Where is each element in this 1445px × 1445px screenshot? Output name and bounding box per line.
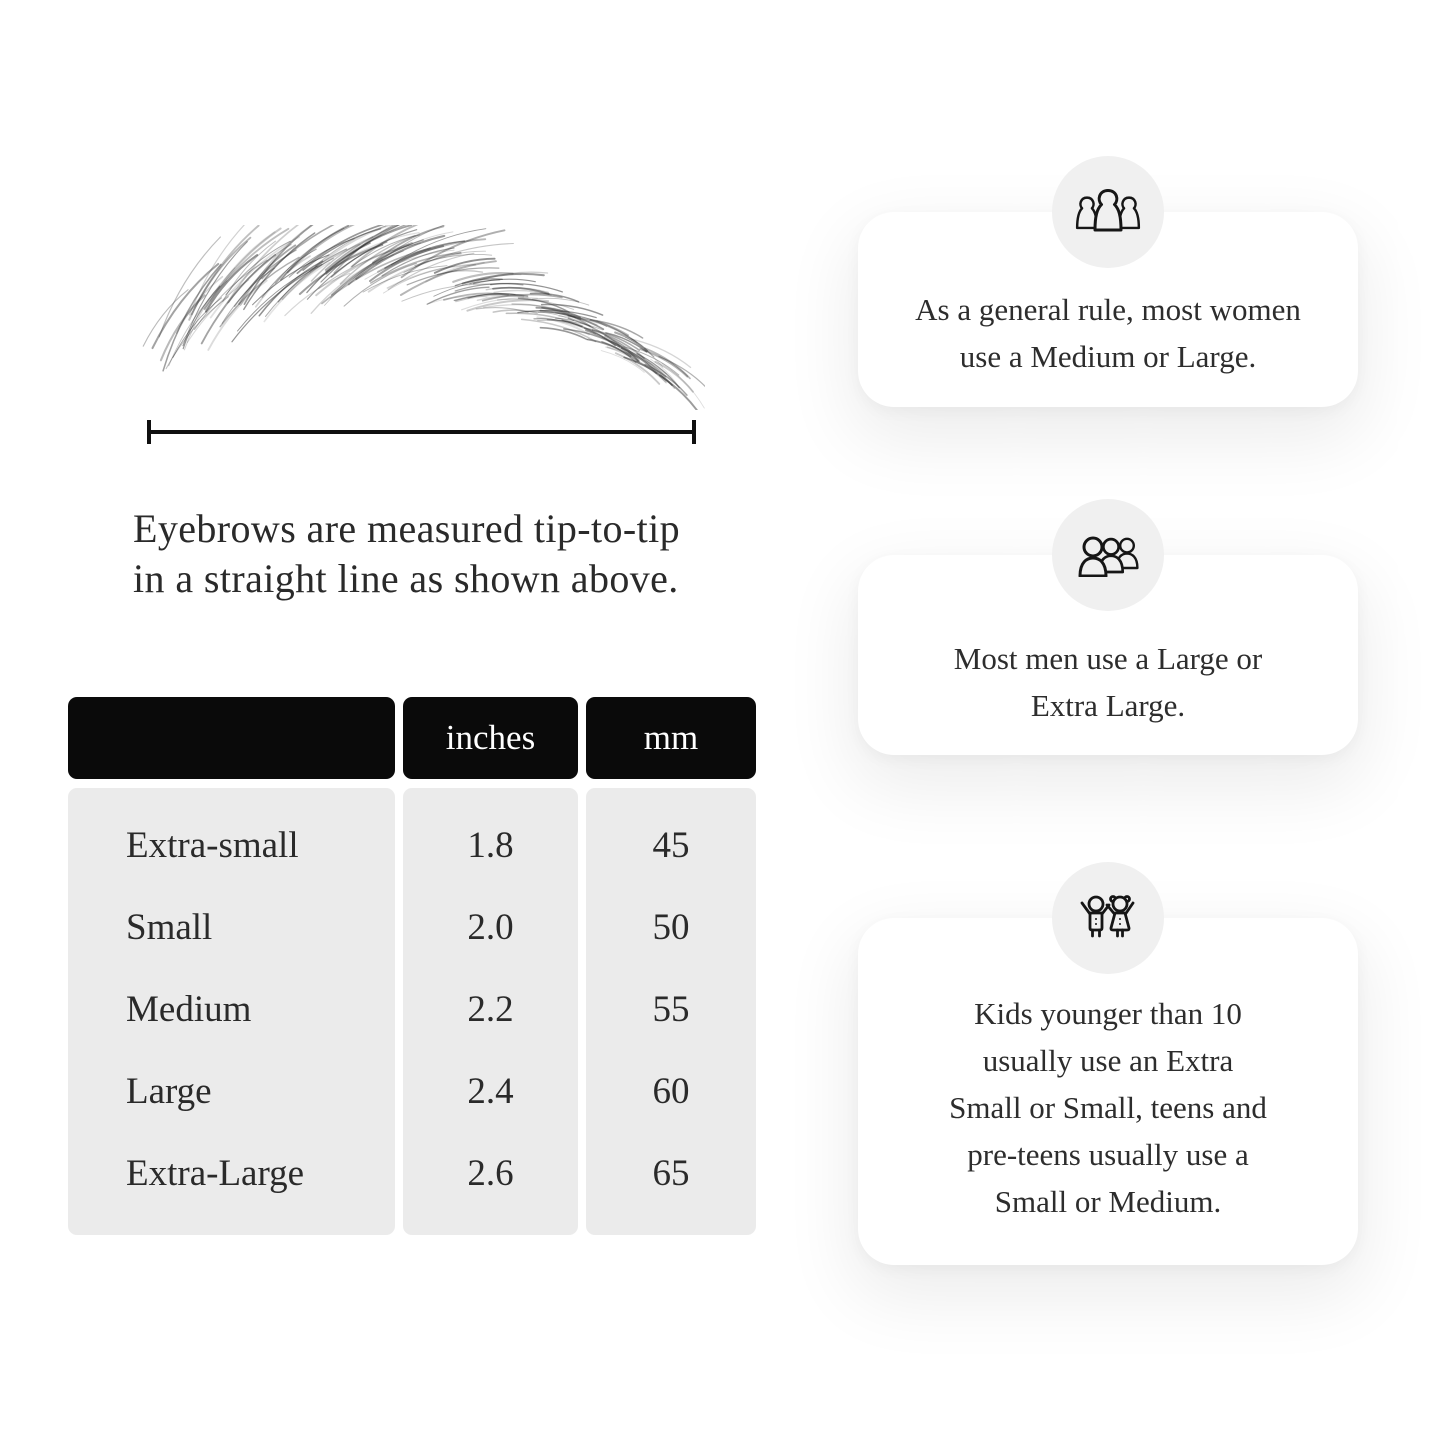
card-men xyxy=(858,555,1358,755)
size-label-cell: Extra-small xyxy=(126,824,299,866)
mm-cell: 45 xyxy=(652,824,690,866)
card-text-line: As a general rule, most women xyxy=(915,292,1301,327)
icon-circle xyxy=(1052,862,1164,974)
card-text-line: Extra Large. xyxy=(1030,688,1186,723)
mm-column xyxy=(586,788,756,1235)
size-table xyxy=(68,697,757,1235)
header-cell-size xyxy=(68,697,395,779)
caption-line-1: Eyebrows are measured tip-to-tip xyxy=(133,506,681,551)
mm-cell: 65 xyxy=(652,1152,690,1194)
inches-column xyxy=(403,788,578,1235)
inches-cell: 1.8 xyxy=(467,824,514,866)
card-text-line: Small or Medium. xyxy=(994,1184,1222,1219)
card-women xyxy=(858,212,1358,407)
header-cell-mm: mm xyxy=(586,697,756,779)
size-label-cell: Extra-Large xyxy=(126,1152,305,1194)
measurement-line xyxy=(147,430,696,434)
inches-cell: 2.4 xyxy=(467,1070,514,1112)
mm-cell: 50 xyxy=(652,906,690,948)
icon-circle xyxy=(1052,156,1164,268)
header-cell-inches: inches xyxy=(403,697,578,779)
card-text-line: Small or Small, teens and xyxy=(949,1090,1267,1125)
women-group-icon xyxy=(1074,187,1142,238)
caption-line-2: in a straight line as shown above. xyxy=(133,556,679,601)
measurement-caption xyxy=(133,504,753,604)
size-table-body xyxy=(68,788,757,1235)
size-label-column xyxy=(68,788,395,1235)
icon-circle xyxy=(1052,499,1164,611)
size-label-cell: Small xyxy=(126,906,213,948)
eyebrow-illustration xyxy=(105,225,705,410)
kids-icon xyxy=(1075,891,1141,946)
card-text-line: usually use an Extra xyxy=(982,1043,1234,1078)
card-text-line: pre-teens usually use a xyxy=(967,1137,1249,1172)
size-label-cell: Large xyxy=(126,1070,212,1112)
inches-cell: 2.6 xyxy=(467,1152,514,1194)
mm-cell: 60 xyxy=(652,1070,690,1112)
card-text-line: Most men use a Large or xyxy=(953,641,1263,676)
card-text-line: use a Medium or Large. xyxy=(959,339,1257,374)
inches-cell: 2.0 xyxy=(467,906,514,948)
mm-cell: 55 xyxy=(652,988,690,1030)
size-label-cell: Medium xyxy=(126,988,252,1030)
size-table-header xyxy=(68,697,757,779)
inches-cell: 2.2 xyxy=(467,988,514,1030)
men-group-icon xyxy=(1073,529,1143,582)
eyebrow-sketch-svg xyxy=(105,225,705,410)
card-kids xyxy=(858,918,1358,1265)
card-text-line: Kids younger than 10 xyxy=(974,996,1242,1031)
